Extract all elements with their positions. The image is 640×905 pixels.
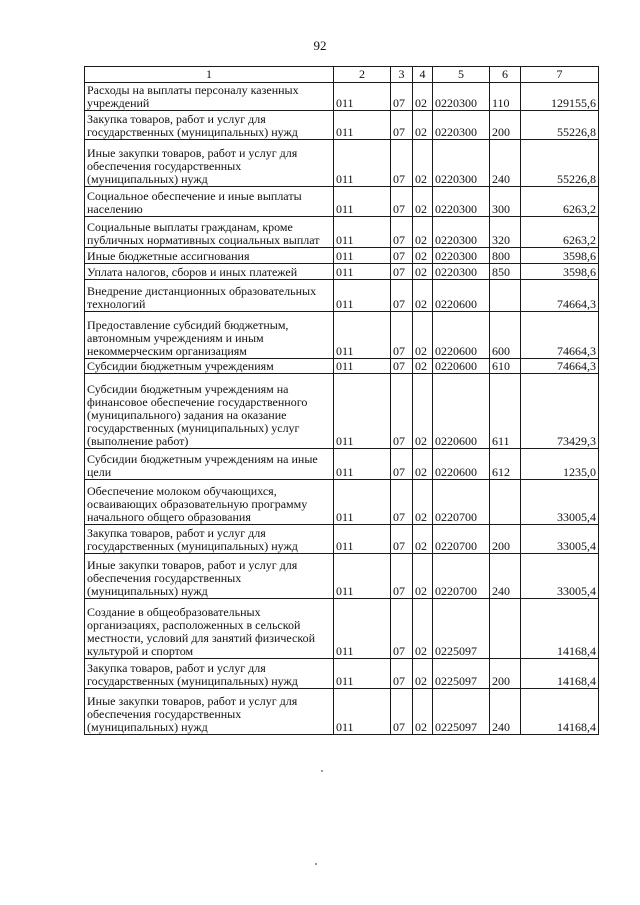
row-type (490, 480, 521, 525)
row-name: Создание в общеобразовательных организациях, расположенных в сельской местности, условий для занятий физической культурой и спортом (85, 599, 334, 659)
row-name: Иные бюджетные ассигнования (85, 248, 334, 264)
row-code: 011 (334, 280, 391, 312)
row-subsection: 02 (413, 359, 433, 374)
table-row (85, 599, 599, 659)
row-name: Социальное обеспечение и иные выплаты населению (85, 187, 334, 217)
row-code: 011 (334, 525, 391, 554)
row-section: 07 (391, 525, 413, 554)
row-target: 0220300 (433, 83, 490, 111)
table-row (85, 264, 599, 280)
row-section: 07 (391, 111, 413, 140)
row-name: Закупка товаров, работ и услуг для государственных (муниципальных) нужд (85, 111, 334, 140)
row-subsection: 02 (413, 449, 433, 480)
row-amount: 74664,3 (521, 359, 599, 374)
row-name: Предоставление субсидий бюджетным, автономным учреждениям и иным некоммерческим организациям (85, 312, 334, 359)
row-code: 011 (334, 140, 391, 187)
header-col-3: 3 (391, 67, 413, 83)
row-type: 850 (490, 264, 521, 280)
row-section: 07 (391, 83, 413, 111)
row-amount: 14168,4 (521, 599, 599, 659)
row-target: 0220600 (433, 374, 490, 449)
row-type: 240 (490, 140, 521, 187)
table-row (85, 217, 599, 248)
row-name: Уплата налогов, сборов и иных платежей (85, 264, 334, 280)
scan-speck (321, 770, 323, 772)
header-col-5: 5 (433, 67, 490, 83)
row-section: 07 (391, 449, 413, 480)
row-amount: 3598,6 (521, 248, 599, 264)
row-code: 011 (334, 248, 391, 264)
row-section: 07 (391, 312, 413, 359)
row-amount: 6263,2 (521, 187, 599, 217)
row-target: 0220700 (433, 554, 490, 599)
row-amount: 14168,4 (521, 689, 599, 735)
row-amount: 14168,4 (521, 659, 599, 689)
row-amount: 74664,3 (521, 280, 599, 312)
row-name: Субсидии бюджетным учреждениям на иные цели (85, 449, 334, 480)
row-code: 011 (334, 187, 391, 217)
row-section: 07 (391, 480, 413, 525)
row-type: 240 (490, 689, 521, 735)
header-col-1: 1 (85, 67, 334, 83)
row-type: 610 (490, 359, 521, 374)
row-name: Социальные выплаты гражданам, кроме публичных нормативных социальных выплат (85, 217, 334, 248)
row-section: 07 (391, 599, 413, 659)
row-subsection: 02 (413, 187, 433, 217)
row-type: 611 (490, 374, 521, 449)
row-target: 0220600 (433, 449, 490, 480)
row-subsection: 02 (413, 264, 433, 280)
row-code: 011 (334, 659, 391, 689)
table-row (85, 554, 599, 599)
header-col-7: 7 (521, 67, 599, 83)
row-code: 011 (334, 554, 391, 599)
header-col-4: 4 (413, 67, 433, 83)
row-code: 011 (334, 83, 391, 111)
table-row (85, 248, 599, 264)
row-code: 011 (334, 359, 391, 374)
row-target: 0225097 (433, 659, 490, 689)
row-name: Иные закупки товаров, работ и услуг для обеспечения государственных (муниципальных) нужд (85, 689, 334, 735)
row-code: 011 (334, 111, 391, 140)
row-name: Иные закупки товаров, работ и услуг для обеспечения государственных (муниципальных) нужд (85, 140, 334, 187)
row-target: 0220600 (433, 312, 490, 359)
row-name: Закупка товаров, работ и услуг для государственных (муниципальных) нужд (85, 659, 334, 689)
row-target: 0225097 (433, 689, 490, 735)
row-subsection: 02 (413, 659, 433, 689)
row-subsection: 02 (413, 140, 433, 187)
table-row (85, 83, 599, 111)
table-row (85, 312, 599, 359)
row-target: 0220300 (433, 187, 490, 217)
row-type: 200 (490, 111, 521, 140)
row-amount: 3598,6 (521, 264, 599, 280)
row-code: 011 (334, 689, 391, 735)
row-subsection: 02 (413, 312, 433, 359)
row-amount: 33005,4 (521, 525, 599, 554)
row-subsection: 02 (413, 689, 433, 735)
row-type: 200 (490, 525, 521, 554)
table-row (85, 359, 599, 374)
row-target: 0220300 (433, 248, 490, 264)
row-subsection: 02 (413, 480, 433, 525)
row-section: 07 (391, 248, 413, 264)
row-subsection: 02 (413, 280, 433, 312)
row-target: 0220600 (433, 280, 490, 312)
row-section: 07 (391, 689, 413, 735)
row-name: Субсидии бюджетным учреждениям (85, 359, 334, 374)
row-type: 612 (490, 449, 521, 480)
row-subsection: 02 (413, 554, 433, 599)
row-subsection: 02 (413, 248, 433, 264)
row-subsection: 02 (413, 83, 433, 111)
row-code: 011 (334, 264, 391, 280)
row-section: 07 (391, 659, 413, 689)
row-subsection: 02 (413, 374, 433, 449)
row-type (490, 280, 521, 312)
header-col-6: 6 (490, 67, 521, 83)
row-section: 07 (391, 359, 413, 374)
row-amount: 55226,8 (521, 111, 599, 140)
row-amount: 74664,3 (521, 312, 599, 359)
row-subsection: 02 (413, 599, 433, 659)
row-type: 800 (490, 248, 521, 264)
header-col-2: 2 (334, 67, 391, 83)
row-type (490, 599, 521, 659)
row-code: 011 (334, 599, 391, 659)
row-section: 07 (391, 264, 413, 280)
row-section: 07 (391, 554, 413, 599)
scan-speck (315, 863, 317, 865)
row-section: 07 (391, 374, 413, 449)
row-amount: 55226,8 (521, 140, 599, 187)
row-amount: 1235,0 (521, 449, 599, 480)
row-section: 07 (391, 217, 413, 248)
header-row (85, 67, 599, 83)
row-target: 0220700 (433, 525, 490, 554)
row-name: Иные закупки товаров, работ и услуг для обеспечения государственных (муниципальных) нужд (85, 554, 334, 599)
row-code: 011 (334, 374, 391, 449)
table-row (85, 480, 599, 525)
row-name: Субсидии бюджетным учреждениям на финансовое обеспечение государственного (муниципального) задания на оказание государственных (муниципальных) услуг (выполнение работ) (85, 374, 334, 449)
table-row (85, 449, 599, 480)
row-name: Обеспечение молоком обучающихся, осваивающих образовательную программу начального общего образования (85, 480, 334, 525)
row-target: 0220600 (433, 359, 490, 374)
row-target: 0220300 (433, 111, 490, 140)
row-name: Расходы на выплаты персоналу казенных учреждений (85, 83, 334, 111)
row-amount: 73429,3 (521, 374, 599, 449)
row-amount: 129155,6 (521, 83, 599, 111)
row-type: 600 (490, 312, 521, 359)
row-section: 07 (391, 140, 413, 187)
table-row (85, 111, 599, 140)
row-target: 0225097 (433, 599, 490, 659)
table-row (85, 659, 599, 689)
row-code: 011 (334, 217, 391, 248)
row-type: 240 (490, 554, 521, 599)
table-row (85, 140, 599, 187)
row-type: 200 (490, 659, 521, 689)
row-code: 011 (334, 480, 391, 525)
row-amount: 33005,4 (521, 554, 599, 599)
page-number: 92 (313, 38, 327, 53)
row-target: 0220300 (433, 140, 490, 187)
row-amount: 33005,4 (521, 480, 599, 525)
row-target: 0220300 (433, 264, 490, 280)
row-code: 011 (334, 449, 391, 480)
table-row (85, 187, 599, 217)
row-name: Внедрение дистанционных образовательных технологий (85, 280, 334, 312)
row-section: 07 (391, 187, 413, 217)
row-code: 011 (334, 312, 391, 359)
row-type: 300 (490, 187, 521, 217)
row-subsection: 02 (413, 111, 433, 140)
row-subsection: 02 (413, 217, 433, 248)
row-target: 0220300 (433, 217, 490, 248)
row-type: 110 (490, 83, 521, 111)
table-row (85, 280, 599, 312)
row-amount: 6263,2 (521, 217, 599, 248)
row-type: 320 (490, 217, 521, 248)
table-row (85, 374, 599, 449)
row-section: 07 (391, 280, 413, 312)
table-row (85, 525, 599, 554)
row-subsection: 02 (413, 525, 433, 554)
row-name: Закупка товаров, работ и услуг для государственных (муниципальных) нужд (85, 525, 334, 554)
row-target: 0220700 (433, 480, 490, 525)
budget-table (84, 66, 599, 735)
table-row (85, 689, 599, 735)
